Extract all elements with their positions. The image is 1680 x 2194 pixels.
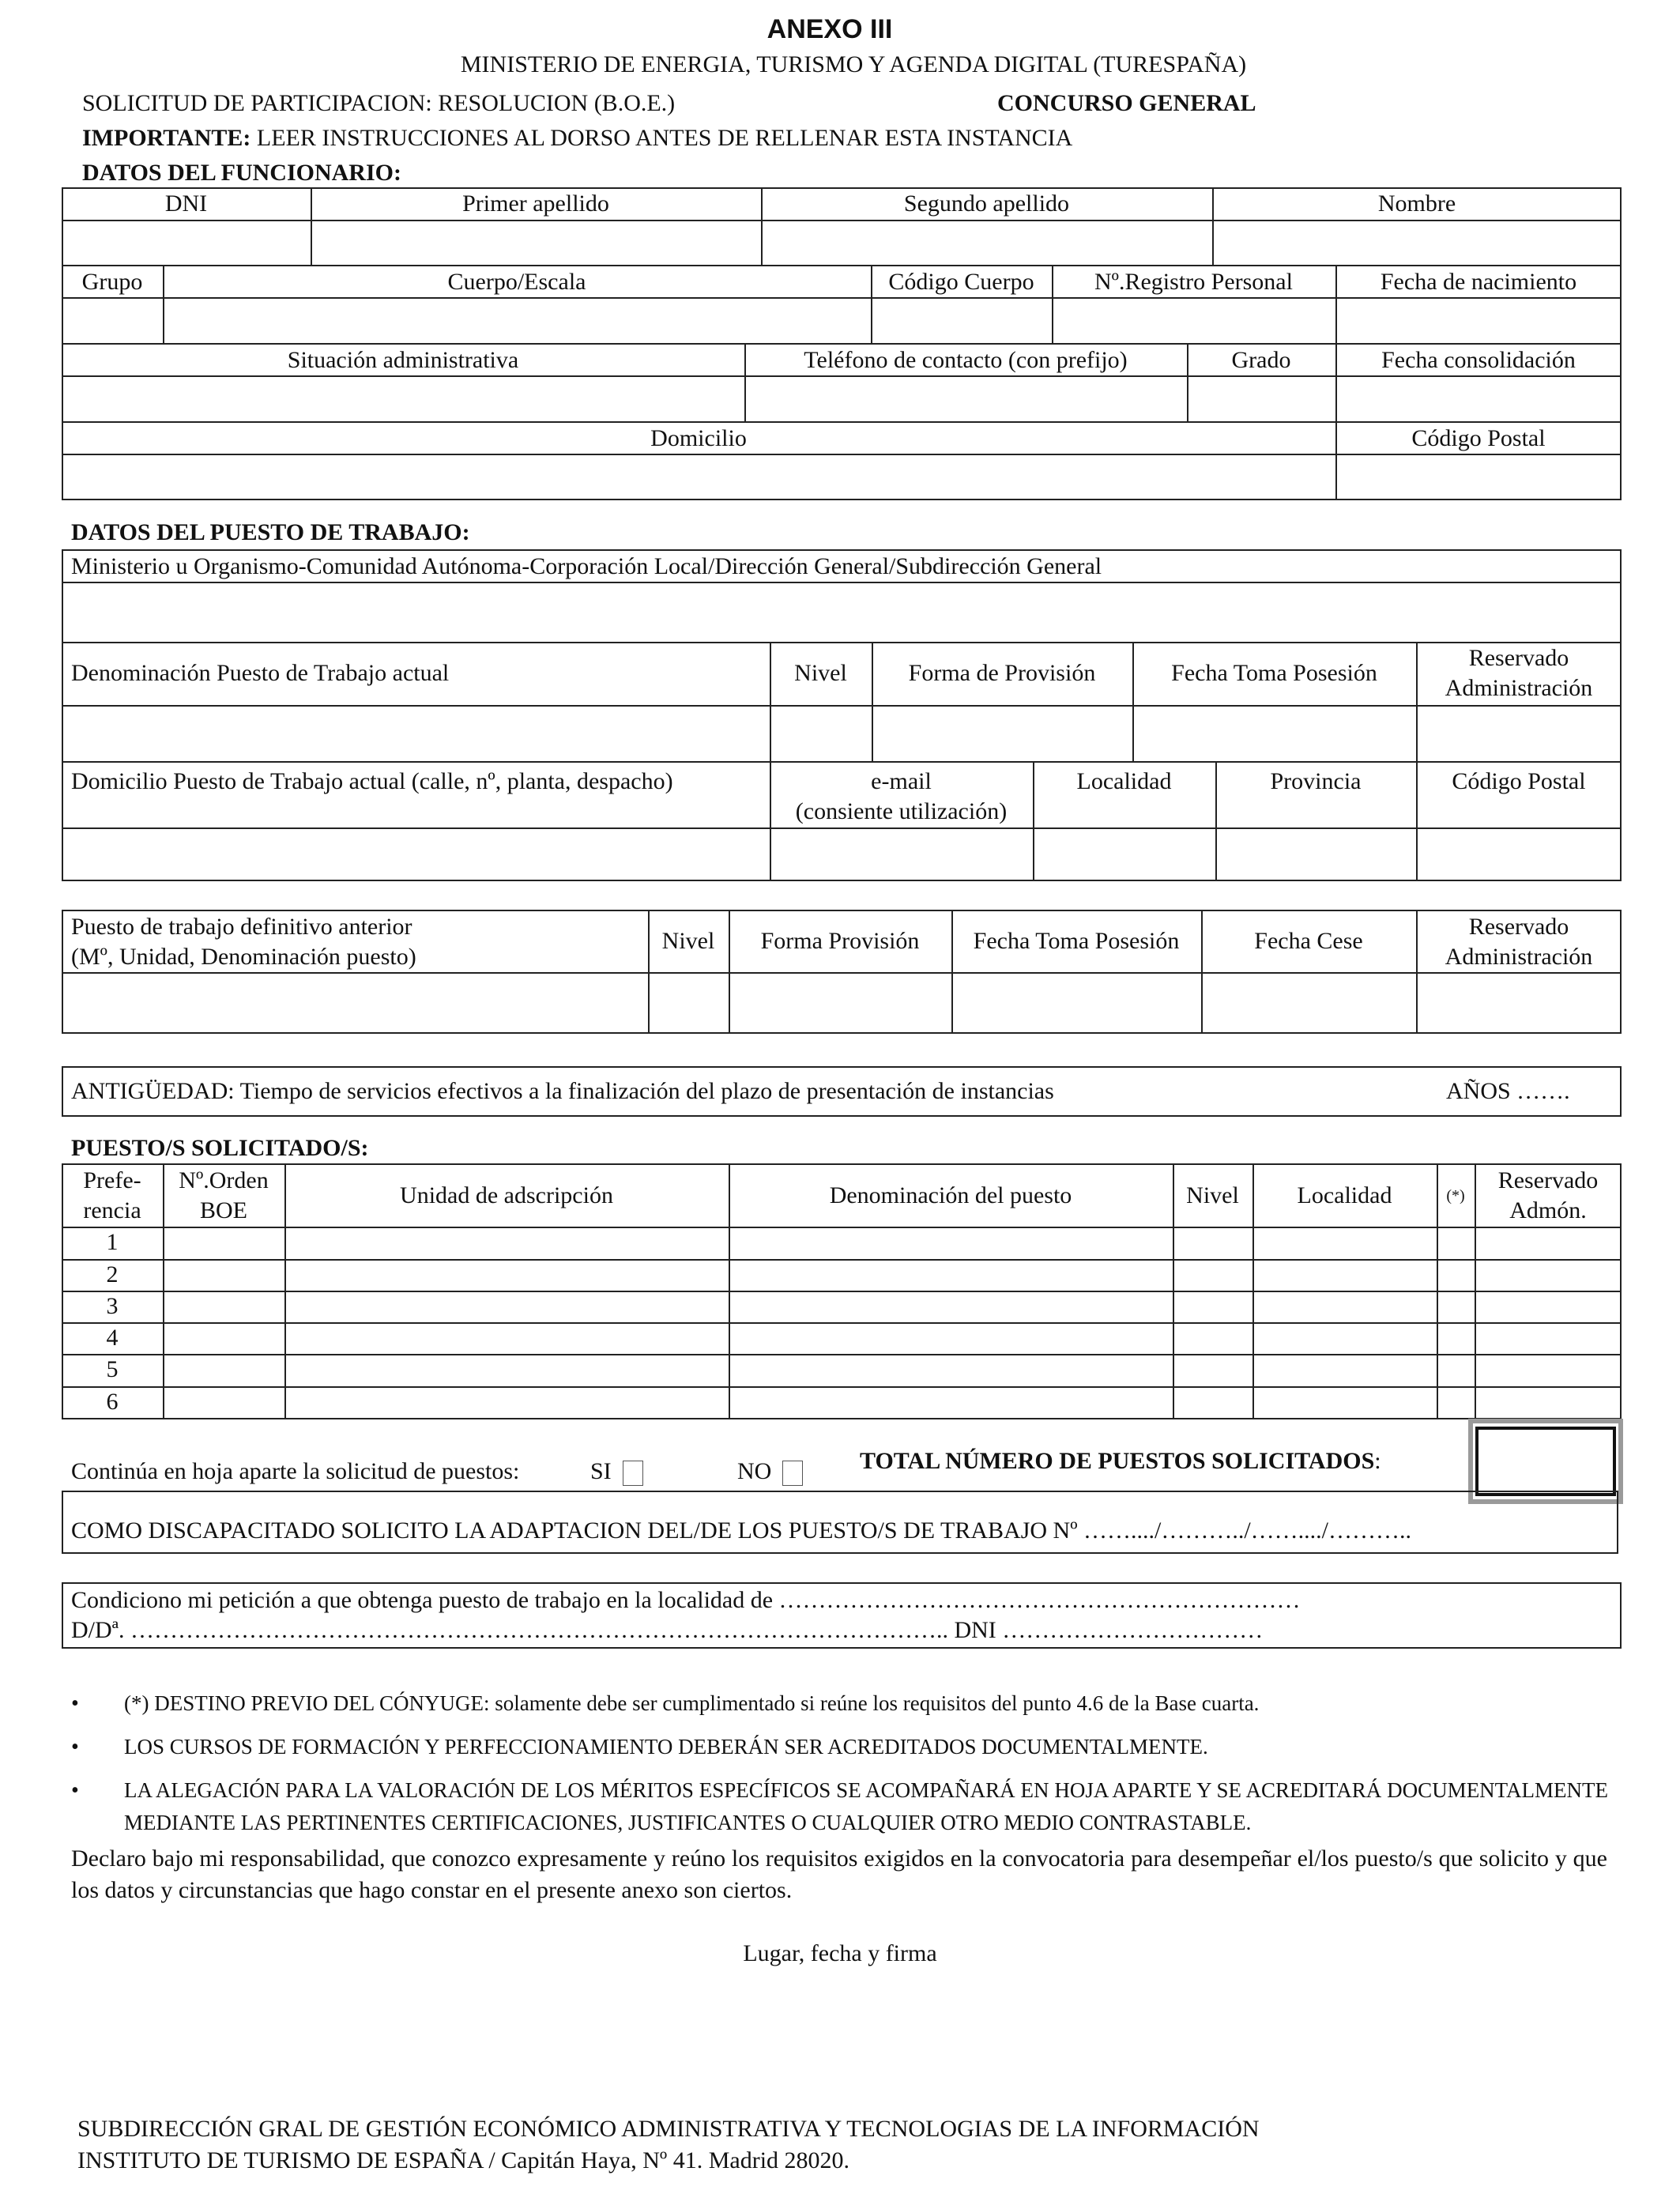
consolidation-date-field[interactable] <box>1337 377 1620 420</box>
province-field[interactable] <box>1217 829 1414 880</box>
current-provision-field[interactable] <box>873 707 1131 760</box>
locality-label: Localidad <box>1076 768 1172 794</box>
previous-job-line1: Puesto de trabajo definitivo anterior <box>71 914 412 940</box>
grade-label: Grado <box>1231 347 1291 373</box>
bullet-icon: • <box>71 1735 79 1759</box>
previous-end-date-field[interactable] <box>1204 974 1414 1032</box>
seniority-text: ANTIGÜEDAD: Tiempo de servicios efectivos a la finalización del plazo de presentación de instancias <box>71 1078 1054 1104</box>
phone-field[interactable] <box>746 377 1185 420</box>
second-surname-label: Segundo apellido <box>903 190 1070 217</box>
job-address-field[interactable] <box>63 829 768 880</box>
note-text: LA ALEGACIÓN PARA LA VALORACIÓN DE LOS MÉRITOS ESPECÍFICOS SE ACOMPAÑARÁ EN HOJA APARTE Y SE ACREDITARÁ DOCUMENTALMENTE MEDIANTE LAS PERTINENTES CERTIFICACIONES, JUSTIFICANTES O CUALQUIER OTRO MEDIO CONTRASTABLE. <box>124 1778 1608 1834</box>
list-item <box>71 1774 1608 1839</box>
important-note <box>82 125 1072 152</box>
group-label: Grupo <box>81 269 143 295</box>
requested-section-title: PUESTO/S SOLICITADO/S: <box>71 1135 369 1161</box>
table-row[interactable] <box>164 1355 1620 1385</box>
job-postal-code-field[interactable] <box>1418 829 1620 880</box>
si-label: SI <box>590 1458 612 1484</box>
continuation-si <box>590 1457 643 1487</box>
contest-type: CONCURSO GENERAL <box>997 90 1256 116</box>
total-posts-label <box>860 1446 1381 1476</box>
job-address-label: Domicilio Puesto de Trabajo actual (calle, nº, planta, despacho) <box>71 768 673 794</box>
job-postal-code-label: Código Postal <box>1452 768 1586 794</box>
footer-line1: SUBDIRECCIÓN GRAL DE GESTIÓN ECONÓMICO ADMINISTRATIVA Y TECNOLOGIAS DE LA INFORMACIÓN <box>77 2116 1260 2142</box>
email-label <box>770 767 1033 827</box>
important-label: IMPORTANTE: <box>82 125 251 151</box>
boe-order-header <box>163 1166 284 1226</box>
current-reserved-line2: Administración <box>1445 675 1593 701</box>
name-field[interactable] <box>1214 221 1620 263</box>
job-section-title: DATOS DEL PUESTO DE TRABAJO: <box>71 519 470 545</box>
continuation-text: Continúa en hoja aparte la solicitud de puestos: <box>71 1458 520 1484</box>
list-item <box>71 1687 1608 1720</box>
signature-label: Lugar, fecha y firma <box>743 1940 937 1966</box>
name-label: Nombre <box>1377 190 1456 217</box>
locality-field[interactable] <box>1034 829 1214 880</box>
official-section-title: DATOS DEL FUNCIONARIO: <box>82 160 401 186</box>
previous-reserved-field[interactable] <box>1419 974 1620 1032</box>
ministry-title: MINISTERIO DE ENERGIA, TURISMO Y AGENDA DIGITAL (TURESPAÑA) <box>460 51 1247 77</box>
spouse-header: (*) <box>1446 1187 1465 1204</box>
current-provision-label: Forma de Provisión <box>908 660 1096 686</box>
email-line2: (consiente utilización) <box>795 798 1008 824</box>
group-field[interactable] <box>63 299 161 341</box>
unit-header: Unidad de adscripción <box>400 1182 613 1208</box>
registry-number-label: Nº.Registro Personal <box>1094 269 1293 295</box>
first-surname-field[interactable] <box>312 221 759 263</box>
second-surname-field[interactable] <box>763 221 1211 263</box>
signature-area[interactable] <box>553 1984 1130 2079</box>
email-line1: e-mail <box>871 768 932 794</box>
current-possession-date-field[interactable] <box>1134 707 1414 760</box>
post-name-header: Denominación del puesto <box>829 1182 1072 1208</box>
continuation-no <box>737 1457 803 1487</box>
previous-possession-date-field[interactable] <box>955 974 1200 1032</box>
condition-line1[interactable]: Condiciono mi petición a que obtenga puesto de trabajo en la localidad de ………………………………………………………… <box>71 1587 1301 1613</box>
table-row[interactable] <box>164 1324 1620 1353</box>
notes-list <box>71 1687 1608 1850</box>
address-field[interactable] <box>63 455 1334 499</box>
phone-label: Teléfono de contacto (con prefijo) <box>804 347 1128 373</box>
total-posts-text: TOTAL NÚMERO DE PUESTOS SOLICITADOS <box>860 1448 1375 1474</box>
email-field[interactable] <box>771 829 1031 880</box>
preference-row-number: 4 <box>106 1325 119 1351</box>
boe-order-header-line2: BOE <box>200 1197 247 1223</box>
condition-line2[interactable]: D/Dª. ………………………………………………………………………………………….. DNI …………………………… <box>71 1617 1264 1643</box>
first-surname-label: Primer apellido <box>462 190 609 217</box>
disabled-text[interactable]: COMO DISCAPACITADO SOLICITO LA ADAPTACION DEL/DE LOS PUESTO/S DE TRABAJO Nº ……..../………../……..../……….. <box>71 1517 1412 1544</box>
birth-date-label: Fecha de nacimiento <box>1380 269 1577 295</box>
preference-header <box>62 1166 163 1226</box>
province-label: Provincia <box>1270 768 1362 794</box>
request-line: SOLICITUD DE PARTICIPACION: RESOLUCION (B.O.E.) <box>82 90 676 116</box>
list-item <box>71 1731 1608 1763</box>
previous-job-label <box>71 912 416 972</box>
previous-reserved-label <box>1416 912 1622 972</box>
corps-code-label: Código Cuerpo <box>888 269 1034 295</box>
registry-number-field[interactable] <box>1053 299 1334 341</box>
current-job-label: Denominación Puesto de Trabajo actual <box>71 660 450 686</box>
current-reserved-line1: Reservado <box>1468 645 1569 671</box>
dni-label: DNI <box>164 190 208 217</box>
post-reserved-header-line1: Reservado <box>1497 1167 1599 1193</box>
birth-date-field[interactable] <box>1337 299 1620 341</box>
current-reserved-label <box>1416 643 1622 703</box>
grade-field[interactable] <box>1188 377 1334 420</box>
address-label: Domicilio <box>650 425 747 451</box>
corps-field[interactable] <box>164 299 869 341</box>
previous-job-field[interactable] <box>63 974 646 1032</box>
preference-row-number: 6 <box>106 1389 119 1415</box>
bullet-icon: • <box>71 1691 79 1716</box>
postal-code-label: Código Postal <box>1411 425 1546 451</box>
total-posts-colon: : <box>1374 1448 1381 1474</box>
footer-line2: INSTITUTO DE TURISMO DE ESPAÑA / Capitán Haya, Nº 41. Madrid 28020. <box>77 2147 850 2173</box>
current-reserved-field[interactable] <box>1418 707 1620 760</box>
preference-header-line2: rencia <box>83 1197 141 1223</box>
corps-code-field[interactable] <box>872 299 1050 341</box>
important-text: LEER INSTRUCCIONES AL DORSO ANTES DE RELLENAR ESTA INSTANCIA <box>250 125 1073 151</box>
preference-row-number: 1 <box>106 1229 119 1255</box>
current-possession-date-label: Fecha Toma Posesión <box>1171 660 1377 686</box>
preference-row-number: 3 <box>106 1293 119 1319</box>
boe-order-header-line1: Nº.Orden <box>179 1167 269 1193</box>
declaration-text: Declaro bajo mi responsabilidad, que conozco expresamente y reúno los requisitos exigidos en la convocatoria para desempeñar el/los puesto/s que solicito y que los datos y circunstancias que hago constar en el presente anexo son ciertos. <box>71 1845 1607 1903</box>
organization-label: Ministerio u Organismo-Comunidad Autónoma-Corporación Local/Dirección General/Subdirección General <box>71 553 1102 579</box>
previous-provision-field[interactable] <box>732 974 950 1032</box>
table-row[interactable] <box>164 1388 1620 1418</box>
total-posts-field[interactable] <box>1475 1427 1616 1496</box>
bullet-icon: • <box>71 1778 79 1803</box>
corps-label: Cuerpo/Escala <box>447 269 586 295</box>
preference-row-number: 5 <box>106 1356 119 1382</box>
previous-level-label: Nivel <box>661 928 715 954</box>
consolidation-date-label: Fecha consolidación <box>1381 347 1576 373</box>
post-reserved-header-line2: Admón. <box>1509 1197 1587 1223</box>
previous-reserved-line2: Administración <box>1445 944 1593 970</box>
previous-provision-label: Forma Provisión <box>760 928 920 954</box>
note-text: LOS CURSOS DE FORMACIÓN Y PERFECCIONAMIENTO DEBERÁN SER ACREDITADOS DOCUMENTALMENTE. <box>124 1735 1208 1759</box>
admin-status-field[interactable] <box>63 377 743 420</box>
current-level-field[interactable] <box>771 707 870 760</box>
no-label: NO <box>737 1458 772 1484</box>
note-text: (*) DESTINO PREVIO DEL CÓNYUGE: solamente debe ser cumplimentado si reúne los requisitos del punto 4.6 de la Base cuarta. <box>124 1691 1260 1715</box>
annex-title: ANEXO III <box>767 14 893 44</box>
current-level-label: Nivel <box>794 660 847 686</box>
previous-reserved-line1: Reservado <box>1468 914 1569 940</box>
previous-level-field[interactable] <box>651 974 727 1032</box>
post-reserved-header <box>1475 1166 1622 1226</box>
table-row[interactable] <box>164 1228 1620 1258</box>
si-checkbox[interactable] <box>623 1461 643 1486</box>
organization-field[interactable] <box>63 583 1620 640</box>
previous-end-date-label: Fecha Cese <box>1254 928 1363 954</box>
no-checkbox[interactable] <box>782 1461 803 1486</box>
current-job-field[interactable] <box>63 707 768 760</box>
seniority-years[interactable]: AÑOS ……. <box>1446 1078 1570 1104</box>
postal-code-field[interactable] <box>1337 455 1620 499</box>
previous-possession-date-label: Fecha Toma Posesión <box>973 928 1180 954</box>
admin-status-label: Situación administrativa <box>287 347 519 373</box>
table-row[interactable] <box>164 1261 1620 1290</box>
table-row[interactable] <box>164 1292 1620 1321</box>
dni-field[interactable] <box>63 221 309 263</box>
previous-job-line2: (Mº, Unidad, Denominación puesto) <box>71 944 416 970</box>
preference-header-line1: Prefe- <box>83 1167 141 1193</box>
preference-row-number: 2 <box>106 1261 119 1287</box>
post-level-header: Nivel <box>1186 1182 1239 1208</box>
post-locality-header: Localidad <box>1297 1182 1392 1208</box>
